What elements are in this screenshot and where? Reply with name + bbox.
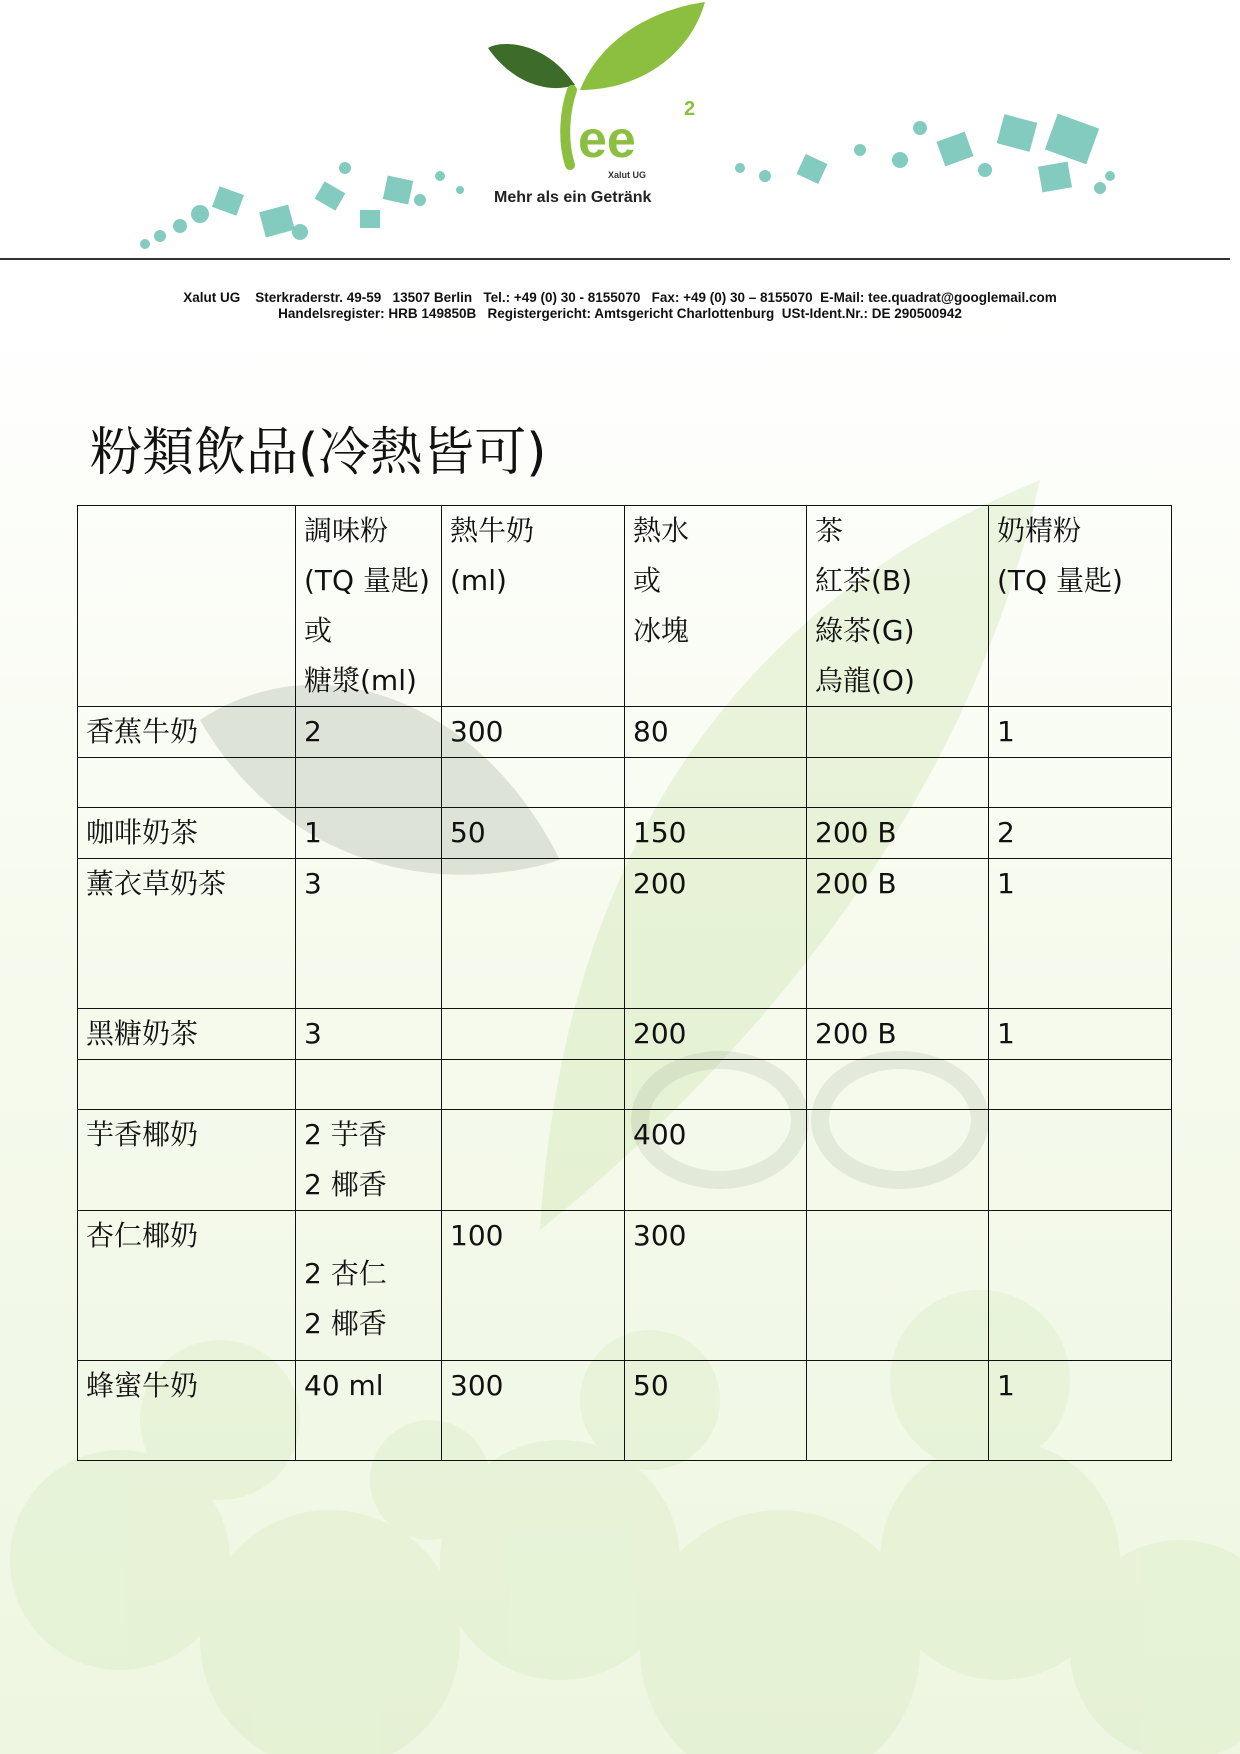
- tee-logo: [0, 0, 1240, 262]
- cell: 200 B: [807, 808, 989, 859]
- header-line: 冰塊: [633, 614, 690, 647]
- cell: [296, 758, 442, 808]
- cell: 1: [989, 859, 1172, 1009]
- cell: 50: [442, 808, 625, 859]
- drinks-table: [77, 505, 1172, 1461]
- drink-name-cell: 薰衣草奶茶: [78, 859, 296, 1009]
- svg-text:ee: ee: [578, 111, 636, 169]
- cell: [989, 1110, 1172, 1211]
- cell: [296, 1211, 442, 1361]
- header-cell: [442, 506, 625, 707]
- letterhead: [0, 0, 1240, 262]
- table-row: [78, 808, 1172, 859]
- cell: 200: [625, 859, 807, 1009]
- drink-name-cell: 香蕉牛奶: [78, 707, 296, 758]
- cell: [442, 859, 625, 1009]
- cell: 1: [989, 1361, 1172, 1461]
- cell: [989, 1211, 1172, 1361]
- cell: [78, 1060, 296, 1110]
- cell-line: 2 芋香: [304, 1118, 387, 1151]
- header-line: 烏龍(O): [815, 664, 915, 697]
- cell: [989, 758, 1172, 808]
- cell: [807, 1110, 989, 1211]
- cell: 50: [625, 1361, 807, 1461]
- cell-line: 2 椰香: [304, 1168, 387, 1201]
- cell: 1: [296, 808, 442, 859]
- address-line-2: Handelsregister: HRB 149850B Registergericht: Amtsgericht Charlottenburg USt-Ident.Nr.: DE 290500942: [278, 306, 962, 321]
- cell: [807, 758, 989, 808]
- drink-name-cell: 杏仁椰奶: [78, 1211, 296, 1361]
- cell: 100: [442, 1211, 625, 1361]
- cell: [78, 758, 296, 808]
- cell: 1: [989, 707, 1172, 758]
- cell: [807, 1361, 989, 1461]
- header-line: 或: [304, 614, 333, 647]
- cell: [442, 1110, 625, 1211]
- page-title: 粉類飲品(冷熱皆可): [90, 423, 547, 483]
- cell: 400: [625, 1110, 807, 1211]
- drink-name-cell: 蜂蜜牛奶: [78, 1361, 296, 1461]
- cell: 300: [442, 707, 625, 758]
- header-divider: [0, 258, 1230, 260]
- header-line: 紅茶(B): [815, 564, 913, 597]
- svg-text:2: 2: [684, 98, 696, 120]
- header-cell: [989, 506, 1172, 707]
- header-line: 熱水: [633, 514, 690, 547]
- table-row-empty: [78, 758, 1172, 808]
- header-line: (ml): [450, 564, 507, 597]
- header-line: 熱牛奶: [450, 514, 535, 547]
- header-cell: [625, 506, 807, 707]
- table-header-row: [78, 506, 1172, 707]
- cell: [807, 707, 989, 758]
- logo-company-name: Xalut UG: [608, 170, 647, 180]
- cell: [807, 1060, 989, 1110]
- cell: 150: [625, 808, 807, 859]
- header-cell: [807, 506, 989, 707]
- cell: 40 ml: [296, 1361, 442, 1461]
- table-row: [78, 859, 1172, 1009]
- cell: [807, 1211, 989, 1361]
- tagline: Mehr als ein Getränk: [494, 189, 652, 206]
- header-cell: [296, 506, 442, 707]
- cell: [442, 1009, 625, 1060]
- cell: 200 B: [807, 859, 989, 1009]
- leaf-light-icon: [580, 2, 705, 90]
- header-line: (TQ 量匙): [997, 564, 1123, 597]
- drink-name-cell: 芋香椰奶: [78, 1110, 296, 1211]
- header-cell: [78, 506, 296, 707]
- header-line: (TQ 量匙): [304, 564, 430, 597]
- cell: 1: [989, 1009, 1172, 1060]
- table-row: [78, 707, 1172, 758]
- header-line: 綠茶(G): [815, 614, 915, 647]
- table-row: [78, 1009, 1172, 1060]
- cell: 3: [296, 1009, 442, 1060]
- cell: 300: [625, 1211, 807, 1361]
- table-row: [78, 1211, 1172, 1361]
- cell: [442, 1060, 625, 1110]
- cell: [442, 758, 625, 808]
- cell: [625, 758, 807, 808]
- header-line: 或: [633, 564, 662, 597]
- cell: [625, 1060, 807, 1110]
- cell-line: 2 杏仁: [304, 1256, 387, 1290]
- cell: 300: [442, 1361, 625, 1461]
- table-row: [78, 1110, 1172, 1211]
- drink-name-cell: 黑糖奶茶: [78, 1009, 296, 1060]
- table-row: [78, 1361, 1172, 1461]
- header-line: 奶精粉: [997, 514, 1082, 547]
- cell: [989, 1060, 1172, 1110]
- address-line-1: Xalut UG Sterkraderstr. 49-59 13507 Berlin Tel.: +49 (0) 30 - 8155070 Fax: +49 (0) 30 – 8155070 E-Mail: tee.quadrat@googlemail.com: [183, 290, 1057, 305]
- drink-name-cell: 咖啡奶茶: [78, 808, 296, 859]
- cell: [296, 1060, 442, 1110]
- header-line: 茶: [815, 514, 844, 547]
- cell-line: 2 椰香: [304, 1306, 387, 1340]
- header-line: 糖漿(ml): [304, 664, 417, 697]
- table-row-empty: [78, 1060, 1172, 1110]
- cell: 2: [296, 707, 442, 758]
- cell: 3: [296, 859, 442, 1009]
- cell: 200: [625, 1009, 807, 1060]
- leaf-dark-icon: [488, 44, 575, 88]
- header-line: 調味粉: [304, 514, 389, 547]
- cell: [296, 1110, 442, 1211]
- cell: 80: [625, 707, 807, 758]
- cell: 200 B: [807, 1009, 989, 1060]
- cell: 2: [989, 808, 1172, 859]
